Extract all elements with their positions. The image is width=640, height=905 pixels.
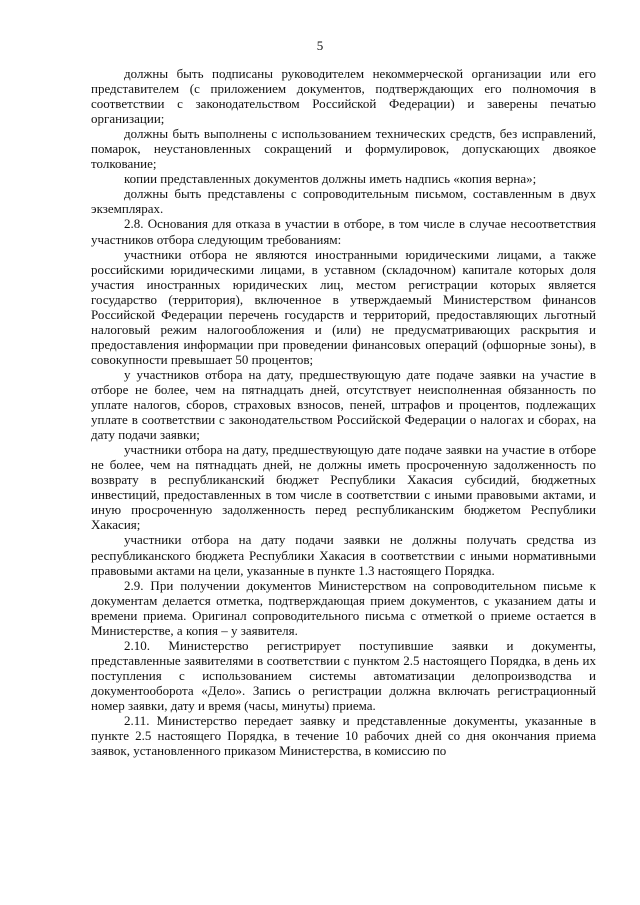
paragraph-2-11-transfer-to-commission: 2.11. Министерство передает заявку и представленные документы, указанные в пункте 2.5 настоящего Порядка, в течение 10 рабочих дней со дня окончания приема заявок, установленного приказом Министерства, в комиссию по: [91, 713, 596, 759]
paragraph-technical-means: должны быть выполнены с использованием технических средств, без исправлений, помарок, неустановленных сокращений и формулировок, допускающих двоякое толкование;: [91, 126, 596, 172]
paragraph-cover-letter: должны быть представлены с сопроводительным письмом, составленным в двух экземплярах.: [91, 186, 596, 217]
paragraph-tax-obligations: у участников отбора на дату, предшествующую дате подаче заявки на участие в отборе не более, чем на пятнадцать дней, отсутствует неисполненная обязанность по уплате налогов, сборов, страховых взносов, пеней, штрафов и процентов, подлежащих уплате в соответствии с законодательством Российской Федерации о налогах и сборах, на дату подачи заявки;: [91, 366, 596, 443]
page-number: 5: [316, 38, 324, 53]
paragraph-2-10-registration: 2.10. Министерство регистрирует поступившие заявки и документы, представленные заявителями в соответствии с пунктом 2.5 настоящего Порядка, в день их поступления с использованием системы автоматизации делопроизводства и документооборота «Дело». Запись о регистрации должна включать регистрационный номер заявки, дату и время (часы, минуты) приема.: [91, 637, 596, 713]
paragraph-2-9-document-receipt: 2.9. При получении документов Министерством на сопроводительном письме к документам делается отметка, подтверждающая прием документов, с указанием даты и времени приема. Оригинал сопроводительного письма с отметкой о приеме остается в Министерстве, а копия – у заявителя.: [91, 577, 596, 638]
paragraph-copy-certified: копии представленных документов должны иметь надпись «копия верна»;: [124, 171, 537, 187]
paragraph-signature-requirement: должны быть подписаны руководителем некоммерческой организации или его представителем (с приложением документов, подтверждающих его полномочия в соответствии с законодательством Российской Федерации) и заверены печатью организации;: [91, 66, 596, 127]
paragraph-budget-funds: участники отбора на дату подачи заявки не должны получать средства из республиканского бюджета Республики Хакасия в соответствии с иными нормативными правовыми актами на цели, указанные в пункте 1.3 настоящего Порядка.: [91, 532, 596, 578]
paragraph-overdue-debt: участники отбора на дату, предшествующую дате подаче заявки на участие в отборе не более, чем на пятнадцать дней, не должны иметь просроченную задолженность по возврату в республиканский бюджет Республики Хакасия субсидий, бюджетных инвестиций, предоставленных в том числе в соответствии с иными правовыми актами, и иную просроченную задолженность перед республиканским бюджетом Республики Хакасия;: [91, 442, 596, 533]
document-body: [91, 66, 596, 758]
paragraph-foreign-entities: участники отбора не являются иностранными юридическими лицами, а также российскими юридическими лицами, в уставном (складочном) капитале которых доля участия иностранных юридических лиц, местом регистрации которых является государство (территория), включенное в утверждаемый Министерством финансов Российской Федерации перечень государств и территорий, предоставляющих льготный налоговый режим налогообложения и (или) не предусматривающих раскрытия и предоставления информации при проведении финансовых операций (офшорные зоны), в совокупности превышает 50 процентов;: [91, 246, 596, 367]
paragraph-2-8-grounds-for-refusal: 2.8. Основания для отказа в участии в отборе, в том числе в случае несоответствия участников отбора следующим требованиям:: [91, 216, 596, 247]
